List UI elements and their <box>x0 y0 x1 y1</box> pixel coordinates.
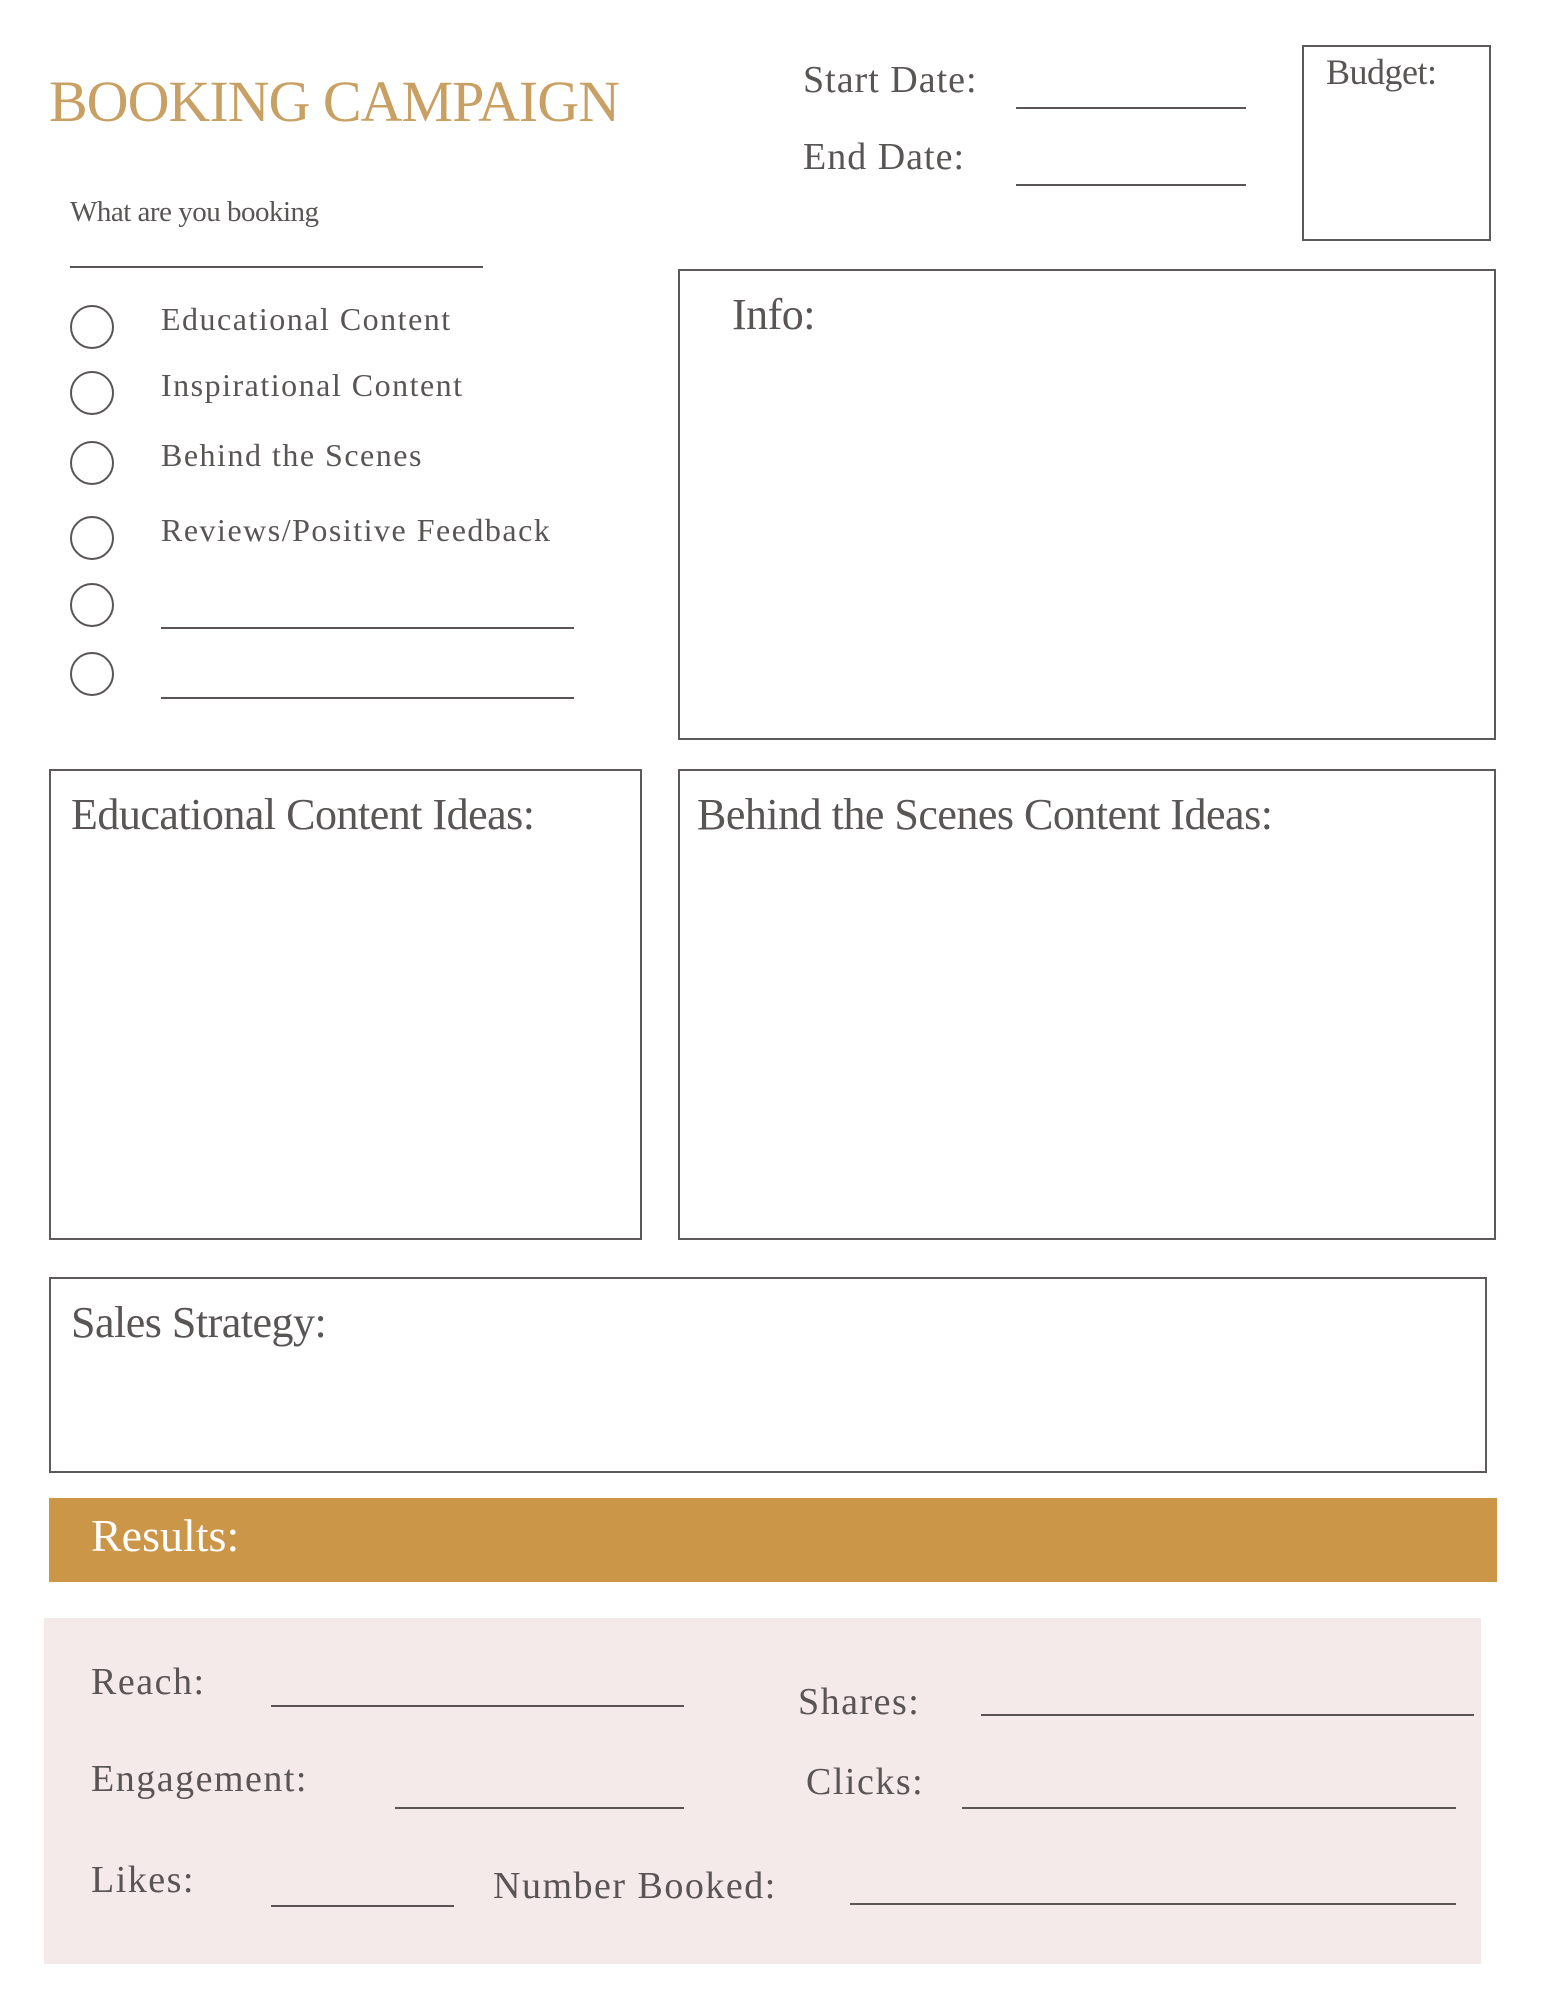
option-label-reviews: Reviews/Positive Feedback <box>161 512 552 548</box>
booking-prompt: What are you booking <box>70 196 319 228</box>
booking-field[interactable] <box>70 266 483 268</box>
sales-strategy-box[interactable] <box>49 1277 1487 1473</box>
results-header-bar <box>49 1498 1497 1582</box>
educational-ideas-box[interactable] <box>49 769 642 1240</box>
option-radio-inspirational[interactable] <box>70 371 114 415</box>
likes-field[interactable] <box>271 1905 454 1907</box>
start-date-field[interactable] <box>1016 107 1246 109</box>
budget-box[interactable] <box>1302 45 1491 241</box>
results-metrics-panel <box>44 1618 1481 1964</box>
engagement-label: Engagement: <box>91 1758 308 1800</box>
end-date-label: End Date: <box>803 136 966 178</box>
likes-label: Likes: <box>91 1859 195 1901</box>
engagement-field[interactable] <box>395 1807 684 1809</box>
info-box[interactable] <box>678 269 1496 740</box>
reach-label: Reach: <box>91 1661 206 1703</box>
info-label: Info: <box>732 290 816 339</box>
budget-label: Budget: <box>1326 52 1437 92</box>
option-custom-field-1[interactable] <box>161 627 574 629</box>
reach-field[interactable] <box>271 1705 684 1707</box>
option-radio-custom-2[interactable] <box>70 652 114 696</box>
educational-ideas-label: Educational Content Ideas: <box>71 790 535 839</box>
option-custom-field-2[interactable] <box>161 697 574 699</box>
bts-ideas-box[interactable] <box>678 769 1496 1240</box>
results-title: Results: <box>91 1510 240 1561</box>
bts-ideas-label: Behind the Scenes Content Ideas: <box>697 790 1273 839</box>
shares-label: Shares: <box>798 1681 921 1723</box>
option-label-inspirational: Inspirational Content <box>161 367 464 403</box>
page-title: BOOKING CAMPAIGN <box>49 69 619 134</box>
option-label-educational: Educational Content <box>161 301 452 337</box>
option-radio-custom-1[interactable] <box>70 583 114 627</box>
start-date-label: Start Date: <box>803 59 978 101</box>
number-booked-field[interactable] <box>850 1903 1456 1905</box>
clicks-label: Clicks: <box>806 1761 925 1803</box>
clicks-field[interactable] <box>962 1807 1456 1809</box>
option-radio-behind-the-scenes[interactable] <box>70 441 114 485</box>
sales-strategy-label: Sales Strategy: <box>71 1298 327 1347</box>
option-radio-reviews[interactable] <box>70 516 114 560</box>
shares-field[interactable] <box>981 1714 1474 1716</box>
option-radio-educational[interactable] <box>70 305 114 349</box>
number-booked-label: Number Booked: <box>493 1865 777 1907</box>
option-label-behind-the-scenes: Behind the Scenes <box>161 437 423 473</box>
end-date-field[interactable] <box>1016 184 1246 186</box>
